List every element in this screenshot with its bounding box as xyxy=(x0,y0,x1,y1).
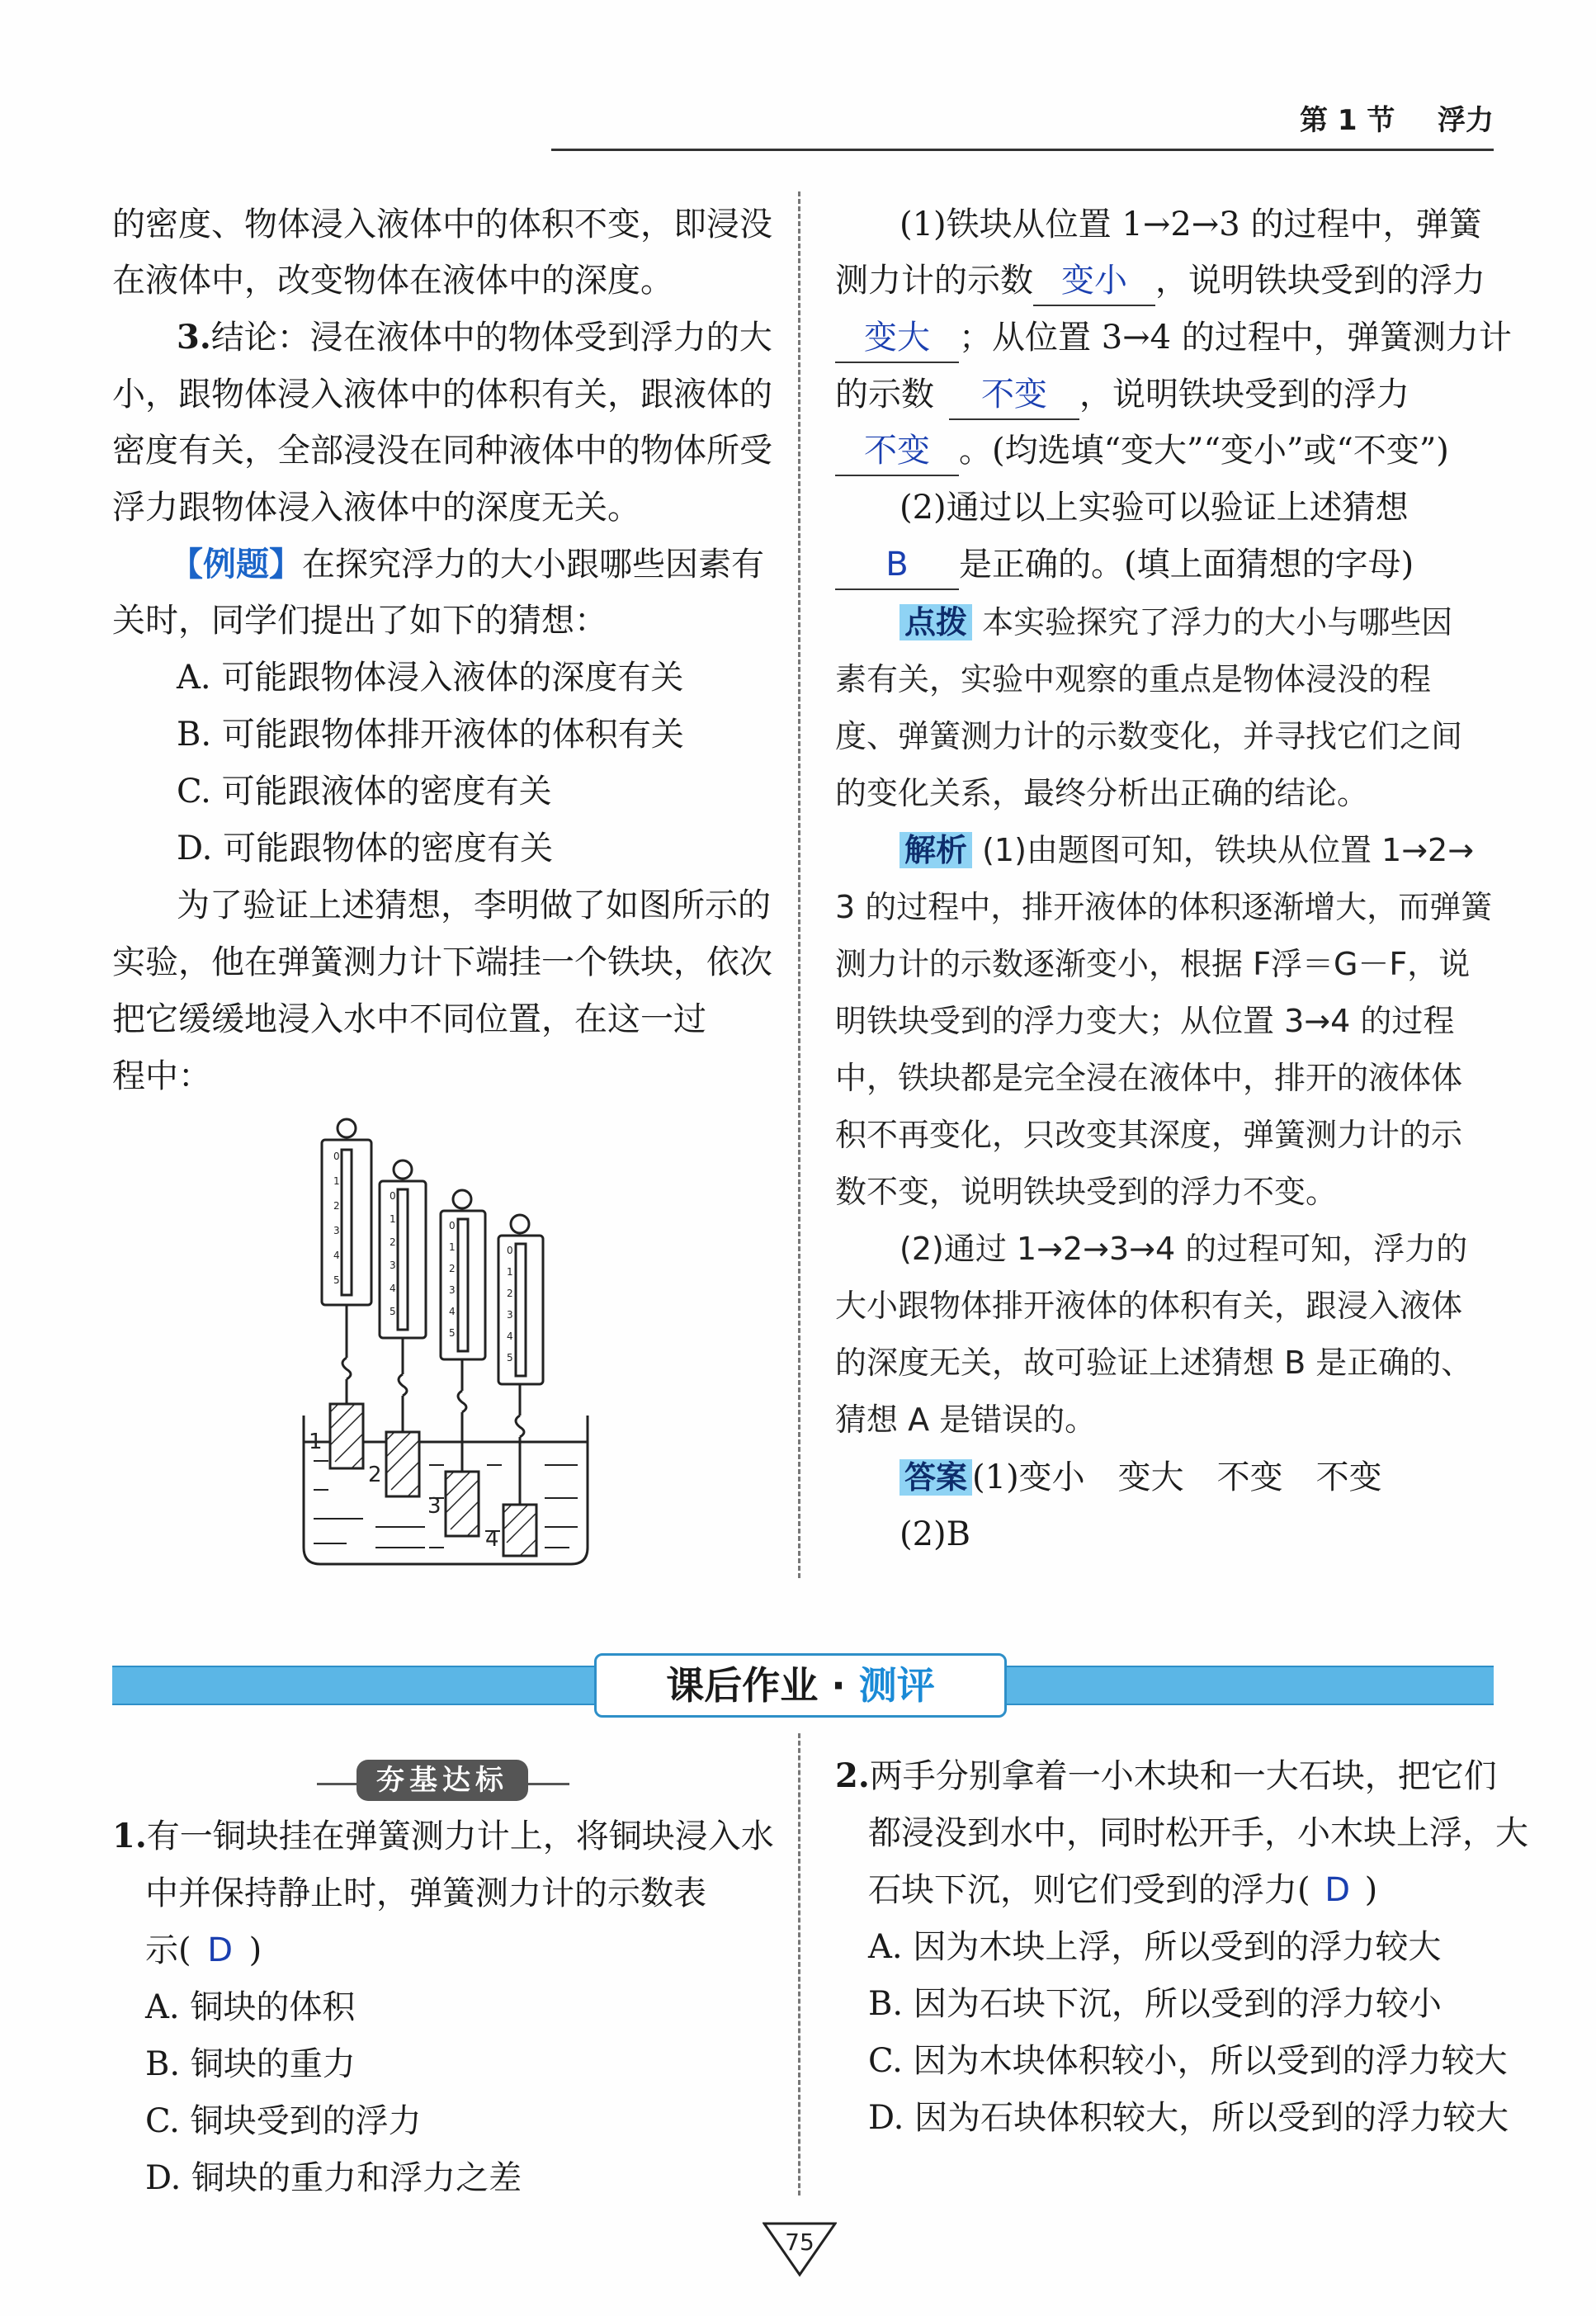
section-subtitle: 夯基达标 xyxy=(357,1760,528,1801)
scale-tick-label: 3 xyxy=(333,1225,340,1236)
tip-tag: 点拨 xyxy=(900,604,972,640)
answer-blank-2: 变大 xyxy=(864,319,930,357)
scale-tick-label: 2 xyxy=(507,1288,513,1299)
section-number: 第 1 节 xyxy=(1300,104,1395,137)
guess-c: C. 可能跟液体的密度有关 xyxy=(177,773,552,811)
solution-tag: 解析 xyxy=(900,832,972,868)
iron-block-3 xyxy=(446,1472,479,1536)
question-line: B 是正确的。(填上面猜想的字母) xyxy=(835,536,1414,593)
scale-tick-label: 2 xyxy=(449,1263,456,1274)
option: B. 因为石块下沉，所以受到的浮力较小 xyxy=(868,1985,1442,2023)
column-divider-bottom xyxy=(798,1733,800,2195)
scale-tick-label: 3 xyxy=(449,1284,456,1296)
solution-line: 猜想 A 是错误的。 xyxy=(835,1401,1097,1438)
scale-tick-label: 0 xyxy=(507,1245,513,1256)
tip-line: 的变化关系，最终分析出正确的结论。 xyxy=(835,775,1369,811)
conclusion-number: 3. xyxy=(177,318,211,357)
answer-key-line: 答案 (1)变小 变大 不变 不变 xyxy=(900,1449,1382,1506)
scale-tick-label: 1 xyxy=(390,1213,396,1225)
text-line: 程中： xyxy=(112,1057,211,1095)
scale-tick-label: 5 xyxy=(507,1352,513,1364)
conclusion-text: 结论：浸在液体中的物体受到浮力的大 xyxy=(210,319,772,357)
solution-line: 积不再变化，只改变其深度，弹簧测力计的示 xyxy=(835,1117,1463,1153)
scale-tick-label: 3 xyxy=(390,1260,396,1271)
block-label-4: 4 xyxy=(485,1527,499,1552)
question-line: 测力计的示数 变小 ，说明铁块受到的浮力 xyxy=(835,252,1485,310)
answer-choice-1: D xyxy=(207,1931,234,1969)
question-line: (1)铁块从位置 1→2→3 的过程中，弹簧 xyxy=(900,206,1482,243)
text-line: 把它缓缓地浸入水中不同位置，在这一过 xyxy=(112,1000,706,1038)
page-number-marker xyxy=(763,2220,837,2278)
question-line: (2)通过以上实验可以验证上述猜想 xyxy=(900,489,1409,527)
scale-tick-label: 1 xyxy=(507,1266,513,1278)
solution-line: 3 的过程中，排开液体的体积逐渐增大，而弹簧 xyxy=(835,889,1493,925)
answer-key-tag: 答案 xyxy=(900,1459,972,1496)
spring-scale-figure xyxy=(297,1110,594,1568)
solution-line: 的深度无关，故可验证上述猜想 B 是正确的、 xyxy=(835,1345,1473,1381)
scale-tick-label: 3 xyxy=(507,1309,513,1321)
solution-line: 大小跟物体排开液体的体积有关，跟浸入液体 xyxy=(835,1288,1463,1324)
conclusion-line xyxy=(177,309,772,366)
banner-highlight: 测评 xyxy=(858,1663,935,1708)
option: C. 铜块受到的浮力 xyxy=(145,2102,422,2140)
scale-tick-label: 4 xyxy=(390,1283,396,1294)
option: A. 因为木块上浮，所以受到的浮力较大 xyxy=(868,1928,1442,1966)
text-line: 关时，同学们提出了如下的猜想： xyxy=(112,602,607,640)
spring-scale-2 xyxy=(380,1160,426,1432)
scale-tick-label: 5 xyxy=(390,1306,396,1317)
question-line: 示( D ) xyxy=(145,1921,262,1979)
answer-blank-3: 不变 xyxy=(981,376,1047,414)
scale-tick-label: 5 xyxy=(333,1274,340,1286)
solution-line: 解析 (1)由题图可知，铁块从位置 1→2→ xyxy=(900,822,1474,879)
text-line: 的密度、物体浸入液体中的体积不变，即浸没 xyxy=(112,206,772,243)
question-line: 变大 ；从位置 3→4 的过程中，弹簧测力计 xyxy=(835,309,1512,366)
scale-tick-label: 0 xyxy=(449,1220,456,1231)
solution-line: (2)通过 1→2→3→4 的过程可知，浮力的 xyxy=(900,1231,1468,1267)
answer-blank-5: B xyxy=(885,546,909,584)
scale-tick-label: 2 xyxy=(390,1236,396,1248)
question-line: 不变 。(均选填“变大”“变小”或“不变”) xyxy=(835,422,1449,480)
tip-line: 点拨 本实验探究了浮力的大小与哪些因 xyxy=(900,594,1452,651)
example-text: 在探究浮力的大小跟哪些因素有 xyxy=(302,546,764,584)
spring-scale-1 xyxy=(322,1119,371,1404)
page-number: 75 xyxy=(785,2229,815,2256)
text-line: 小，跟物体浸入液体中的体积有关，跟液体的 xyxy=(112,376,772,414)
scale-tick-label: 0 xyxy=(333,1151,340,1162)
scale-tick-label: 5 xyxy=(449,1327,456,1339)
spring-scale-4 xyxy=(498,1215,543,1505)
solution-line: 中，铁块都是完全浸在液体中，排开的液体体 xyxy=(835,1060,1463,1096)
option: B. 铜块的重力 xyxy=(145,2045,356,2083)
column-divider xyxy=(798,191,800,1578)
option: D. 因为石块体积较大，所以受到的浮力较大 xyxy=(868,2099,1509,2137)
guess-d: D. 可能跟物体的密度有关 xyxy=(177,830,554,867)
tip-line: 素有关，实验中观察的重点是物体浸没的程 xyxy=(835,661,1432,697)
text-line: 密度有关，全部浸没在同种液体中的物体所受 xyxy=(112,432,772,470)
option: A. 铜块的体积 xyxy=(145,1988,356,2026)
header-rule xyxy=(551,149,1494,151)
banner-text: 课后作业 · xyxy=(666,1663,859,1708)
block-label-2: 2 xyxy=(368,1463,382,1487)
text-line: 浮力跟物体浸入液体中的深度无关。 xyxy=(112,489,640,527)
question-line: 1.有一铜块挂在弹簧测力计上，将铜块浸入水 xyxy=(112,1817,774,1855)
iron-block-1 xyxy=(330,1404,363,1468)
option: C. 因为木块体积较小，所以受到的浮力较大 xyxy=(868,2042,1508,2080)
scale-tick-label: 1 xyxy=(333,1175,340,1187)
spring-scale-3 xyxy=(441,1190,485,1472)
scale-tick-label: 4 xyxy=(449,1306,456,1317)
section-title: 浮力 xyxy=(1438,104,1494,137)
answer-blank-1: 变小 xyxy=(1061,262,1127,300)
question-line: 的示数 不变 ，说明铁块受到的浮力 xyxy=(835,366,1409,423)
guess-b: B. 可能跟物体排开液体的体积有关 xyxy=(177,716,684,754)
text-line: 实验，他在弹簧测力计下端挂一个铁块，依次 xyxy=(112,943,772,981)
question-line: 都浸没到水中，同时松开手，小木块上浮，大 xyxy=(868,1814,1528,1852)
guess-a: A. 可能跟物体浸入液体的深度有关 xyxy=(177,659,684,697)
scale-tick-label: 4 xyxy=(333,1250,340,1261)
question-line: 2.两手分别拿着一小木块和一大石块，把它们 xyxy=(835,1756,1497,1795)
option: D. 铜块的重力和浮力之差 xyxy=(145,2159,522,2197)
iron-block-2 xyxy=(386,1432,419,1496)
homework-banner-label xyxy=(594,1653,1007,1718)
question-line: 石块下沉，则它们受到的浮力( D ) xyxy=(868,1861,1377,1919)
example-tag: 【例题】 xyxy=(170,546,302,584)
scale-tick-label: 0 xyxy=(390,1190,396,1202)
running-header xyxy=(1300,97,1494,138)
example-line xyxy=(170,536,764,593)
subtitle-rule-left xyxy=(317,1783,358,1785)
tip-line: 度、弹簧测力计的示数变化，并寻找它们之间 xyxy=(835,718,1463,754)
scale-tick-label: 2 xyxy=(333,1200,340,1212)
answer-key-line: (2)B xyxy=(900,1515,971,1553)
question-line: 中并保持静止时，弹簧测力计的示数表 xyxy=(145,1874,706,1912)
subtitle-rule-right xyxy=(528,1783,569,1785)
block-label-3: 3 xyxy=(427,1494,441,1519)
block-label-1: 1 xyxy=(309,1430,323,1454)
solution-line: 测力计的示数逐渐变小，根据 F浮＝G－F，说 xyxy=(835,946,1471,982)
text-line: 在液体中，改变物体在液体中的深度。 xyxy=(112,262,673,300)
answer-choice-2: D xyxy=(1324,1871,1351,1909)
scale-tick-label: 4 xyxy=(507,1331,513,1342)
answer-blank-4: 不变 xyxy=(864,432,930,470)
solution-line: 数不变，说明铁块受到的浮力不变。 xyxy=(835,1174,1338,1210)
solution-line: 明铁块受到的浮力变大；从位置 3→4 的过程 xyxy=(835,1003,1455,1039)
text-line: 为了验证上述猜想，李明做了如图所示的 xyxy=(177,886,771,924)
scale-tick-label: 1 xyxy=(449,1241,456,1253)
